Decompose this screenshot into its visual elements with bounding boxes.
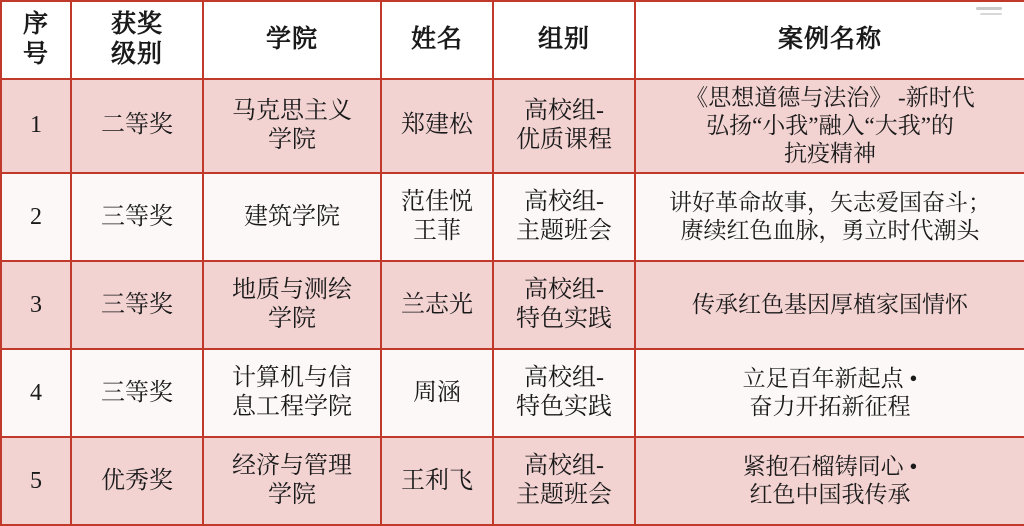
cell-text-line: 4: [30, 379, 42, 406]
cell-text-line: 计算机与信: [232, 364, 352, 391]
cell-text-line: 高校组-: [524, 188, 604, 215]
cell-level: [71, 349, 203, 437]
cell-level: [71, 79, 203, 173]
cell-text-line: 学院: [268, 482, 316, 509]
cell-group: [493, 173, 635, 261]
header-cell-no: [1, 1, 71, 79]
header-cell-case: [635, 1, 1024, 79]
cell-text-line: 特色实践: [516, 306, 612, 333]
cell-text-line: 周涵: [413, 379, 461, 406]
cell-no: [1, 349, 71, 437]
header-cell-name: [381, 1, 493, 79]
header-text-line: 组别: [537, 25, 590, 53]
table-row: [1, 261, 1024, 349]
cell-text-line: 优秀奖: [101, 467, 173, 494]
cell-text-line: 主题班会: [516, 218, 612, 245]
table-row: [1, 79, 1024, 173]
cell-text-line: 抗疫精神: [784, 141, 876, 167]
table-body: [1, 79, 1024, 525]
cell-name: [381, 79, 493, 173]
cell-text-line: 3: [30, 291, 42, 318]
header-cell-college: [203, 1, 381, 79]
cell-college: [203, 79, 381, 173]
cell-no: [1, 261, 71, 349]
cell-text-line: 优质课程: [516, 127, 612, 154]
cell-name: [381, 349, 493, 437]
cell-text-line: 赓续红色血脉，勇立时代潮头: [680, 218, 980, 244]
cell-text-line: 地质与测绘: [232, 276, 352, 303]
cell-text-line: 高校组-: [524, 452, 604, 479]
cell-text-line: 兰志光: [401, 291, 473, 318]
cell-text-line: 1: [30, 112, 42, 139]
cell-text-line: 主题班会: [516, 482, 612, 509]
cell-text-line: 学院: [268, 127, 316, 154]
cell-text-line: 建筑学院: [244, 203, 340, 230]
cell-name: [381, 173, 493, 261]
cell-text-line: 立足百年新起点 •: [742, 366, 918, 392]
header-text-line: 序: [22, 10, 49, 38]
cell-group: [493, 261, 635, 349]
cell-name: [381, 261, 493, 349]
cell-text-line: 讲好革命故事，矢志爱国奋斗；: [669, 190, 991, 216]
cell-level: [71, 173, 203, 261]
cell-name: [381, 437, 493, 525]
cell-text-line: 息工程学院: [232, 394, 352, 421]
cell-text-line: 王利飞: [401, 467, 473, 494]
table-row: [1, 437, 1024, 525]
cell-text-line: 学院: [268, 306, 316, 333]
cell-text-line: 高校组-: [524, 276, 604, 303]
cell-text-line: 高校组-: [524, 97, 604, 124]
header-row: [1, 1, 1024, 79]
table-row: [1, 349, 1024, 437]
cell-college: [203, 349, 381, 437]
cell-college: [203, 261, 381, 349]
cell-text-line: 三等奖: [101, 379, 173, 406]
cell-level: [71, 261, 203, 349]
cell-college: [203, 173, 381, 261]
header-text-line: 获奖: [110, 10, 163, 38]
cell-text-line: 红色中国我传承: [749, 482, 911, 508]
table-row: [1, 173, 1024, 261]
cell-text-line: 范佳悦: [401, 188, 473, 215]
header-text-line: 案例名称: [777, 25, 882, 53]
cell-text-line: 王菲: [413, 218, 461, 245]
cell-text-line: 高校组-: [524, 364, 604, 391]
table-header: [1, 1, 1024, 79]
cell-group: [493, 437, 635, 525]
cell-text-line: 奋力开拓新征程: [749, 394, 911, 420]
cell-text-line: 紧抱石榴铸同心 •: [742, 454, 918, 480]
cell-text-line: 经济与管理: [232, 452, 352, 479]
header-text-line: 学院: [265, 25, 318, 53]
cell-text-line: 传承红色基因厚植家国情怀: [692, 292, 968, 318]
header-text-line: 级别: [110, 41, 163, 68]
cell-no: [1, 173, 71, 261]
cell-text-line: 三等奖: [101, 291, 173, 318]
cell-text-line: 特色实践: [516, 394, 612, 421]
cell-text-line: 马克思主义: [232, 97, 352, 124]
header-cell-level: [71, 1, 203, 79]
cell-group: [493, 79, 635, 173]
cell-text-line: 弘扬“小我”融入“大我”的: [706, 113, 954, 139]
cell-college: [203, 437, 381, 525]
cell-no: [1, 79, 71, 173]
cell-case: [635, 261, 1024, 349]
cell-level: [71, 437, 203, 525]
cell-text-line: 郑建松: [401, 112, 473, 139]
cell-group: [493, 349, 635, 437]
cell-text-line: 《思想道德与法治》 -新时代: [685, 85, 975, 110]
cell-case: [635, 349, 1024, 437]
cell-text-line: 三等奖: [101, 203, 173, 230]
header-text-line: 姓名: [410, 25, 463, 53]
cell-no: [1, 437, 71, 525]
cell-case: [635, 79, 1024, 173]
cell-case: [635, 173, 1024, 261]
cell-case: [635, 437, 1024, 525]
header-cell-group: [493, 1, 635, 79]
cell-text-line: 二等奖: [101, 112, 173, 139]
cell-text-line: 5: [30, 467, 42, 494]
header-text-line: 号: [22, 41, 49, 68]
cell-text-line: 2: [30, 203, 42, 230]
